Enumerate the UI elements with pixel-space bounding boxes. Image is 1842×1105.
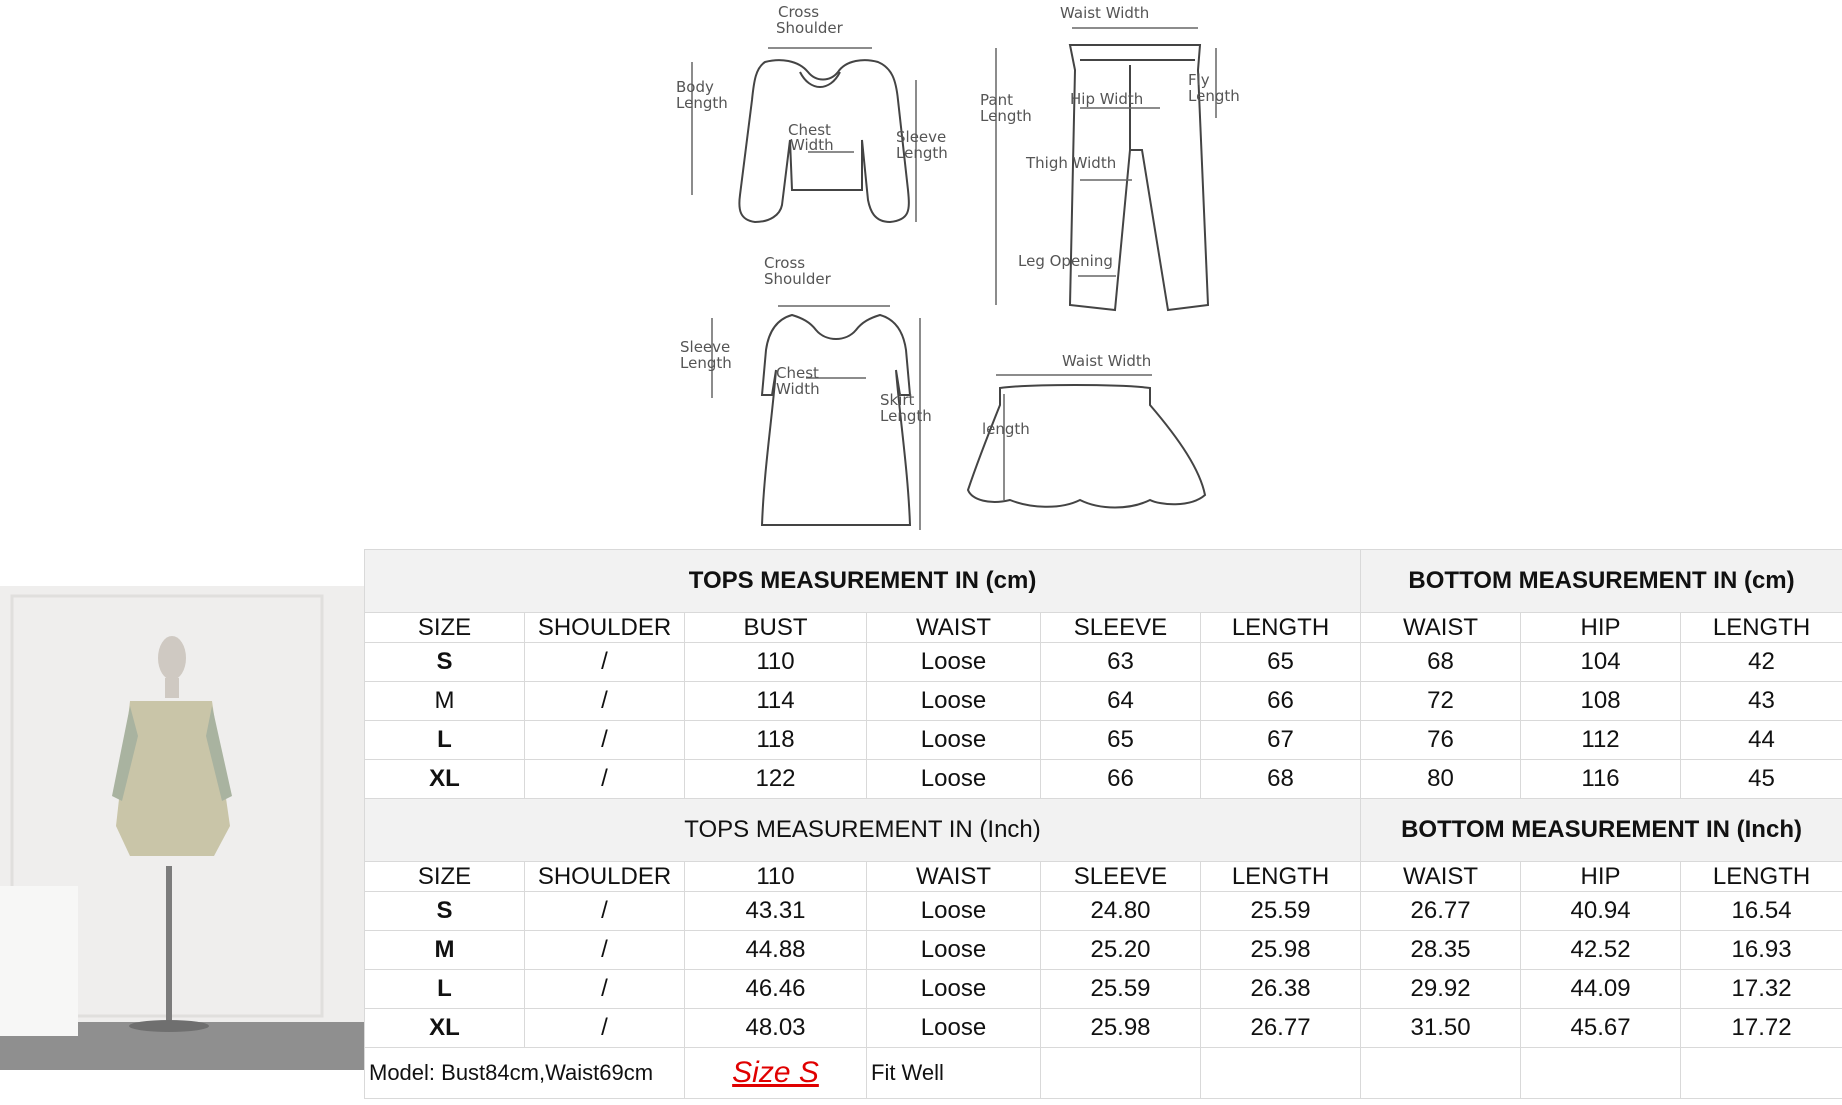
table-cell: Loose	[867, 970, 1041, 1009]
table-cell: /	[525, 643, 685, 682]
column-header: 110	[685, 862, 867, 892]
label-dress-cross-shoulder-2: Shoulder	[764, 270, 831, 288]
label-body-length-2: Length	[676, 94, 728, 112]
label-skirt-waist-width: Waist Width	[1062, 352, 1152, 370]
label-skirt-length-2: Length	[880, 407, 932, 425]
table-cell: Loose	[867, 931, 1041, 970]
table-cell: 16.93	[1681, 931, 1842, 970]
table-cell: 16.54	[1681, 892, 1842, 931]
table-cell: 48.03	[685, 1009, 867, 1048]
label-dress-sleeve-length-1: Sleeve	[680, 338, 731, 356]
label-waist-width: Waist Width	[1060, 4, 1150, 22]
table-cell: 42	[1681, 643, 1842, 682]
measurement-diagram	[660, 0, 1260, 546]
column-header: LENGTH	[1201, 862, 1361, 892]
table-cell: 66	[1201, 682, 1361, 721]
inch-title-row	[365, 799, 1842, 862]
table-cell: 42.52	[1521, 931, 1681, 970]
table-cell: 76	[1361, 721, 1521, 760]
table-row	[365, 892, 1842, 931]
column-header: HIP	[1521, 613, 1681, 643]
table-cell: 104	[1521, 643, 1681, 682]
table-cell: 28.35	[1361, 931, 1521, 970]
product-photo	[0, 586, 364, 1070]
table-cell: Loose	[867, 721, 1041, 760]
model-info-row	[365, 1048, 1842, 1099]
table-cell: 68	[1201, 760, 1361, 799]
table-cell: 25.59	[1201, 892, 1361, 931]
table-cell: 65	[1201, 643, 1361, 682]
table-cell: 110	[685, 643, 867, 682]
table-cell: 17.32	[1681, 970, 1842, 1009]
label-cross-shoulder-2: Shoulder	[776, 19, 843, 37]
table-cell: 44	[1681, 721, 1842, 760]
table-cell: 114	[685, 682, 867, 721]
empty-cell	[1681, 1048, 1842, 1099]
table-cell: 31.50	[1361, 1009, 1521, 1048]
label-dress-chest-width-2: Width	[776, 380, 820, 398]
label-chest-width-1: Chest	[788, 121, 831, 139]
label-skirt-length: length	[982, 420, 1030, 438]
table-cell: Loose	[867, 760, 1041, 799]
table-cell: 45.67	[1521, 1009, 1681, 1048]
table-cell: 45	[1681, 760, 1842, 799]
fit-note: Fit Well	[867, 1048, 1041, 1099]
column-header: SIZE	[365, 613, 525, 643]
label-body-length-1: Body	[676, 78, 714, 96]
label-dress-chest-width-1: Chest	[776, 364, 819, 382]
table-cell: 26.77	[1361, 892, 1521, 931]
table-cell: 46.46	[685, 970, 867, 1009]
table-cell: 116	[1521, 760, 1681, 799]
table-cell: 122	[685, 760, 867, 799]
label-dress-cross-shoulder-1: Cross	[764, 254, 806, 272]
table-cell: 40.94	[1521, 892, 1681, 931]
column-header: SLEEVE	[1041, 613, 1201, 643]
label-leg-opening: Leg Opening	[1018, 252, 1113, 270]
table-cell: 118	[685, 721, 867, 760]
size-charts	[364, 549, 1842, 1099]
inch-header-row	[365, 862, 1842, 892]
model-size	[685, 1048, 867, 1099]
table-cell: /	[525, 1009, 685, 1048]
table-row	[365, 970, 1842, 1009]
table-cell: 43.31	[685, 892, 867, 931]
empty-cell	[1361, 1048, 1521, 1099]
table-cell: 108	[1521, 682, 1681, 721]
column-header: SIZE	[365, 862, 525, 892]
bottom-inch-title: BOTTOM MEASUREMENT IN (Inch)	[1361, 799, 1842, 862]
tops-inch-title: TOPS MEASUREMENT IN (Inch)	[365, 799, 1361, 862]
column-header: LENGTH	[1681, 862, 1842, 892]
table-cell: 24.80	[1041, 892, 1201, 931]
size-cell: S	[365, 643, 525, 682]
empty-cell	[1201, 1048, 1361, 1099]
size-cell: M	[365, 682, 525, 721]
size-cell: L	[365, 970, 525, 1009]
label-fly-length-1: Fly	[1188, 71, 1210, 89]
table-cell: 44.88	[685, 931, 867, 970]
table-cell: /	[525, 931, 685, 970]
label-pant-length-2: Length	[980, 107, 1032, 125]
table-cell: /	[525, 892, 685, 931]
empty-cell	[1521, 1048, 1681, 1099]
table-cell: 29.92	[1361, 970, 1521, 1009]
table-cell: 25.98	[1041, 1009, 1201, 1048]
table-cell: Loose	[867, 1009, 1041, 1048]
table-row	[365, 643, 1842, 682]
size-cell: M	[365, 931, 525, 970]
column-header: WAIST	[1361, 613, 1521, 643]
column-header: BUST	[685, 613, 867, 643]
table-row	[365, 1009, 1842, 1048]
table-row	[365, 931, 1842, 970]
table-row	[365, 721, 1842, 760]
table-cell: 25.20	[1041, 931, 1201, 970]
table-cell: Loose	[867, 892, 1041, 931]
table-cell: 26.77	[1201, 1009, 1361, 1048]
table-cell: /	[525, 970, 685, 1009]
column-header: HIP	[1521, 862, 1681, 892]
table-row	[365, 760, 1842, 799]
size-cell: XL	[365, 760, 525, 799]
table-cell: 66	[1041, 760, 1201, 799]
table-cell: /	[525, 760, 685, 799]
column-header: LENGTH	[1681, 613, 1842, 643]
table-cell: 25.98	[1201, 931, 1361, 970]
table-cell: 25.59	[1041, 970, 1201, 1009]
label-cross-shoulder-1: Cross	[778, 3, 820, 21]
label-hip-width: Hip Width	[1070, 90, 1144, 108]
cm-title-row	[365, 550, 1842, 613]
model-measurements: Model: Bust84cm,Waist69cm	[365, 1048, 685, 1099]
table-cell: 64	[1041, 682, 1201, 721]
label-chest-width-2: Width	[790, 136, 834, 154]
table-cell: /	[525, 682, 685, 721]
column-header: LENGTH	[1201, 613, 1361, 643]
table-cell: 80	[1361, 760, 1521, 799]
bottom-cm-title: BOTTOM MEASUREMENT IN (cm)	[1361, 550, 1842, 613]
table-cell: Loose	[867, 682, 1041, 721]
table-row	[365, 682, 1842, 721]
size-cell: XL	[365, 1009, 525, 1048]
table-cell: 65	[1041, 721, 1201, 760]
table-cell: 44.09	[1521, 970, 1681, 1009]
label-sleeve-length-1: Sleeve	[896, 128, 947, 146]
column-header: WAIST	[867, 613, 1041, 643]
column-header: SLEEVE	[1041, 862, 1201, 892]
label-sleeve-length-2: Length	[896, 144, 948, 162]
empty-cell	[1041, 1048, 1201, 1099]
table-cell: 67	[1201, 721, 1361, 760]
column-header: SHOULDER	[525, 862, 685, 892]
table-cell: Loose	[867, 643, 1041, 682]
label-skirt-length-1: Skirt	[880, 391, 915, 409]
table-cell: 72	[1361, 682, 1521, 721]
cm-header-row	[365, 613, 1842, 643]
label-thigh-width: Thigh Width	[1026, 154, 1117, 172]
column-header: WAIST	[1361, 862, 1521, 892]
table-cell: 17.72	[1681, 1009, 1842, 1048]
table-cell: 112	[1521, 721, 1681, 760]
table-cell: 68	[1361, 643, 1521, 682]
size-cell: L	[365, 721, 525, 760]
model-size-label: Size S	[732, 1056, 819, 1089]
size-table	[364, 549, 1842, 1099]
label-dress-sleeve-length-2: Length	[680, 354, 732, 372]
table-cell: 26.38	[1201, 970, 1361, 1009]
label-pant-length-1: Pant	[980, 91, 1013, 109]
label-fly-length-2: Length	[1188, 87, 1240, 105]
tops-cm-title: TOPS MEASUREMENT IN (cm)	[365, 550, 1361, 613]
table-cell: 63	[1041, 643, 1201, 682]
table-cell: 43	[1681, 682, 1842, 721]
size-cell: S	[365, 892, 525, 931]
table-cell: /	[525, 721, 685, 760]
column-header: WAIST	[867, 862, 1041, 892]
column-header: SHOULDER	[525, 613, 685, 643]
